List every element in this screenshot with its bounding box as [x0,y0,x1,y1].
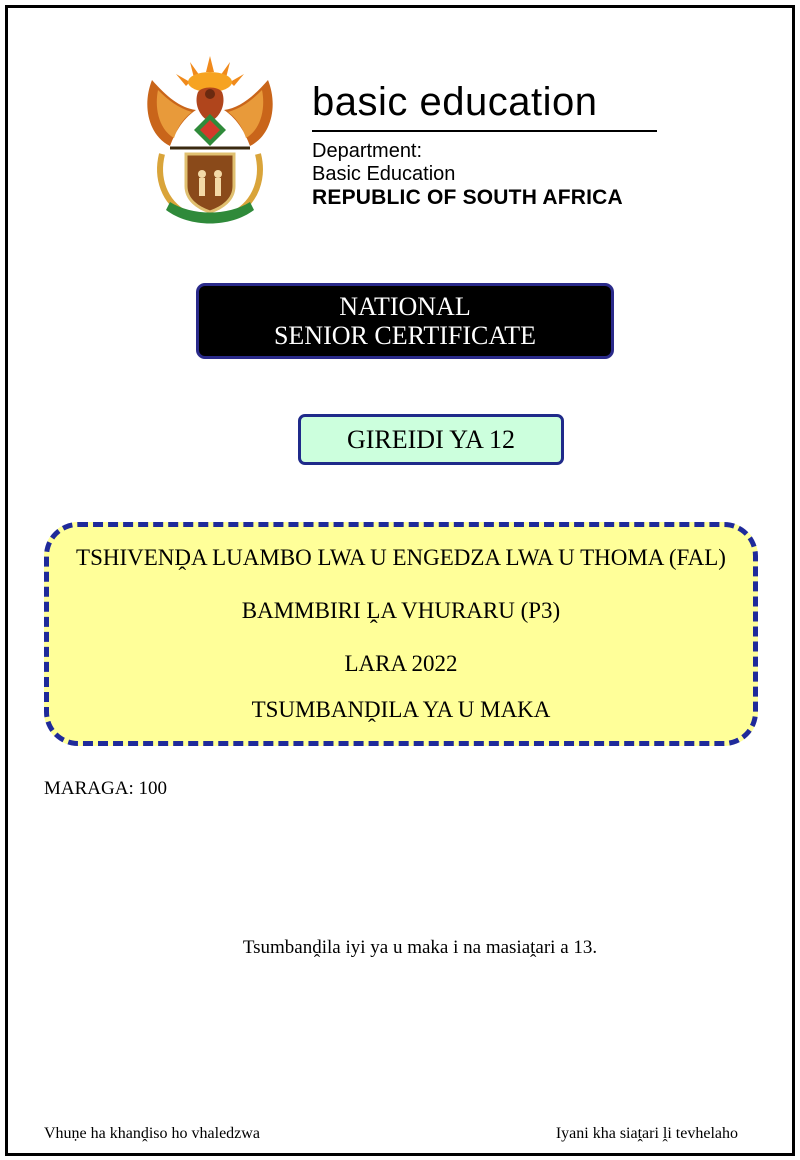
department-name: Basic Education [312,163,456,185]
certificate-line-2: SENIOR CERTIFICATE [273,321,537,350]
subject-document-type: TSUMBANḒILA YA U MAKA [251,697,551,722]
certificate-banner [196,283,614,359]
brand-divider [312,130,657,132]
country-name: REPUBLIC OF SOUTH AFRICA [312,186,623,209]
brand-title: basic education [312,80,598,124]
subject-language: TSHIVENḒA LUAMBO LWA U ENGEDZA LWA U THOMA (FAL) [76,545,726,570]
grade-badge: GIREIDI YA 12 [298,414,564,465]
department-branding [312,76,662,209]
copyright-footer: Vhuṇe ha khanḓiso ho vhaledzwa [44,1125,260,1142]
total-marks: MARAGA: 100 [44,778,167,799]
page-count-note: Tsumbanḓila iyi ya u maka i na masiaṱari a 13. [242,937,598,958]
subject-panel [44,522,758,746]
subject-paper: BAMMBIRI ḼA VHURARU (P3) [241,598,561,623]
coat-of-arms-icon [140,50,280,228]
department-label: Department: [312,140,423,162]
certificate-line-1: NATIONAL [339,292,471,321]
next-page-footer: Iyani kha siaṱari ḽi tevhelaho [555,1125,738,1142]
subject-session: LARA 2022 [344,651,458,676]
